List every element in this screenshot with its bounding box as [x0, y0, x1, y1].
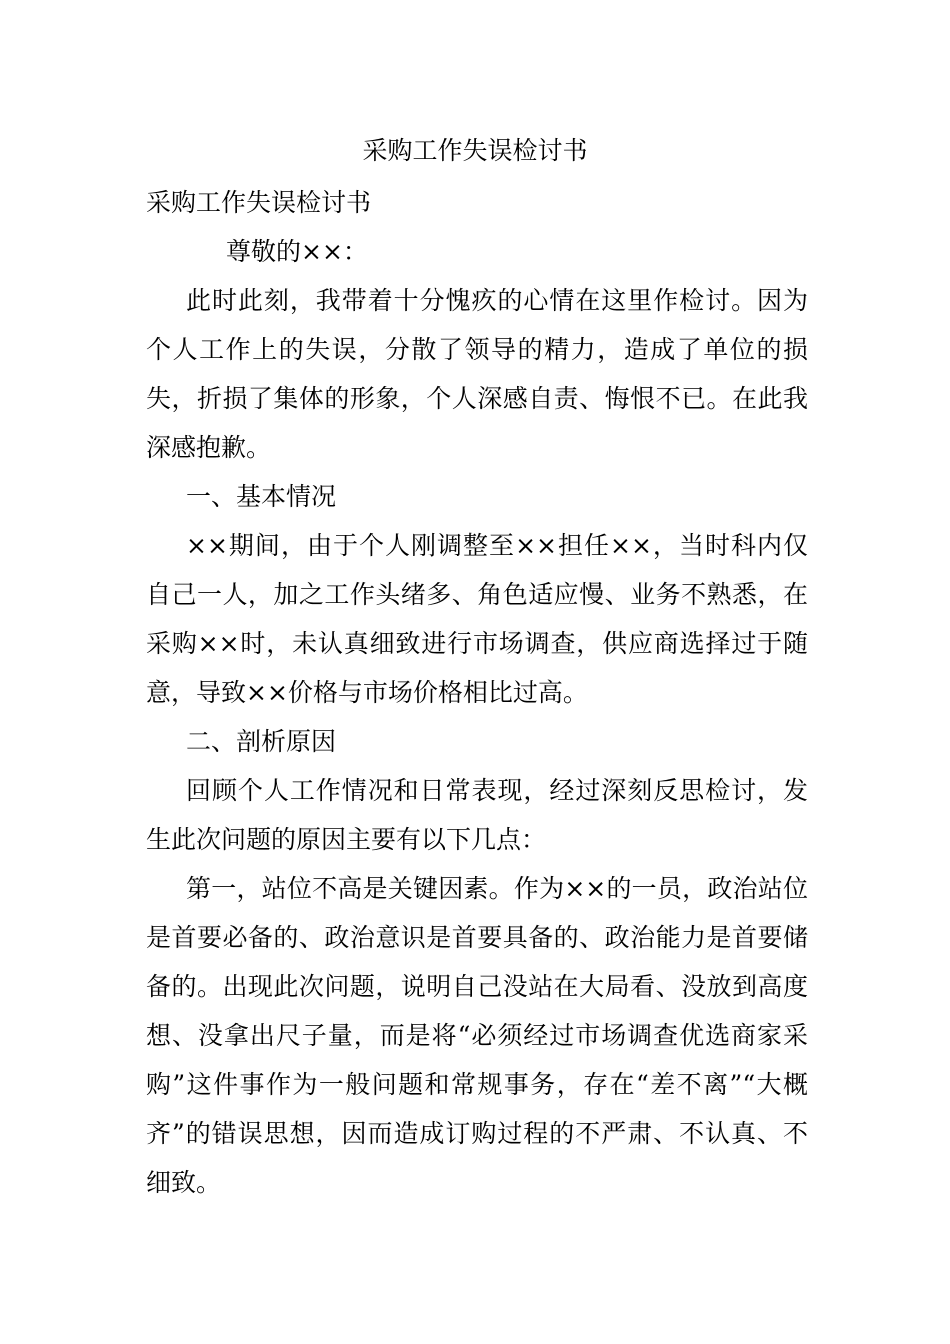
paragraph-intro: 此时此刻，我带着十分愧疚的心情在这里作检讨。因为个人工作上的失误，分散了领导的精力，造成了单位的损失，折损了集体的形象，个人深感自责、悔恨不已。在此我深感抱歉。 — [146, 286, 808, 462]
section-heading-cause-analysis: 二、剖析原因 — [186, 727, 337, 756]
document-title: 采购工作失误检讨书 — [362, 136, 588, 165]
paragraph-review: 回顾个人工作情况和日常表现，经过深刻反思检讨，发生此次问题的原因主要有以下几点： — [146, 776, 808, 854]
paragraph-basic-situation: ××期间，由于个人刚调整至××担任××，当时科内仅自己一人，加之工作头绪多、角色适应慢、业务不熟悉，在采购××时，未认真细致进行市场调查，供应商选择过于随意，导致××价格与市场价格相比过高。 — [146, 531, 808, 707]
paragraph-first-point: 第一，站位不高是关键因素。作为××的一员，政治站位是首要必备的、政治意识是首要具备的、政治能力是首要储备的。出现此次问题，说明自己没站在大局看、没放到高度想、没拿出尺子量，而是将“必须经过市场调查优选商家采购”这件事作为一般问题和常规事务，存在“差不离”“大概齐”的错误思想，因而造成订购过程的不严肃、不认真、不细致。 — [146, 874, 808, 1197]
document-subtitle: 采购工作失误检讨书 — [146, 188, 372, 217]
section-heading-basic-situation: 一、基本情况 — [186, 482, 337, 511]
document-body — [146, 178, 808, 1207]
salutation: 尊敬的××： — [226, 237, 368, 266]
